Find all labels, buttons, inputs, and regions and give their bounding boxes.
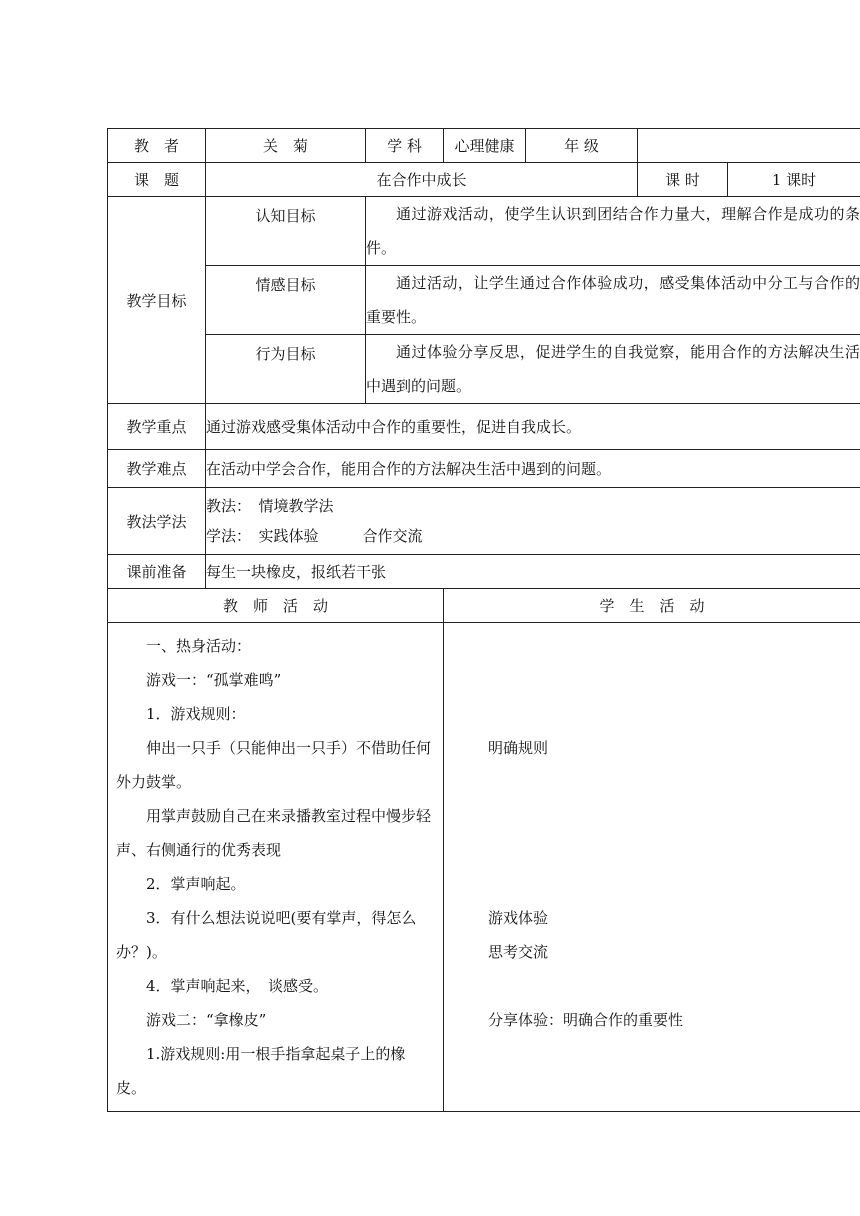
student-activity-cell [444, 623, 860, 1112]
teacher-line: 用掌声鼓励自己在来录播教室过程中慢步轻声、右侧通行的优秀表现 [116, 807, 432, 859]
header-row-2 [108, 163, 860, 197]
student-line [452, 663, 852, 697]
teaching-method: 教法： 情境教学法 [206, 497, 334, 515]
student-line [452, 1071, 852, 1105]
methods-row [108, 488, 860, 555]
student-line [452, 697, 852, 731]
student-line [452, 969, 852, 1003]
goal-text-behavior: 通过体验分享反思，促进学生的自我觉察，能用合作的方法解决生活中遇到的问题。 [366, 335, 860, 404]
teacher-activity-cell [108, 623, 444, 1112]
goal-text-cognitive: 通过游戏活动，使学生认识到团结合作力量大，理解合作是成功的条件。 [366, 197, 860, 266]
learning-method-row [206, 521, 860, 551]
subject-value: 心理健康 [444, 129, 526, 163]
student-line [452, 867, 852, 901]
grade-label: 年 级 [526, 129, 638, 163]
topic-value: 在合作中成长 [206, 163, 638, 197]
teacher-line: 2．掌声响起。 [146, 875, 246, 893]
learning-method-extra: 合作交流 [362, 527, 423, 545]
goals-label: 教学目标 [108, 197, 206, 404]
teacher-name: 关 菊 [206, 129, 366, 163]
header-row-1 [108, 129, 860, 163]
key-point-label: 教学重点 [108, 404, 206, 450]
teacher-line: 1.游戏规则:用一根手指拿起桌子上的橡皮。 [116, 1045, 406, 1097]
learning-method: 学法： 实践体验 [206, 527, 319, 545]
goal-name-cognitive: 认知目标 [206, 197, 366, 266]
teacher-line: 3．有什么想法说说吧(要有掌声，得怎么办？)。 [116, 909, 417, 961]
teacher-line: 4．掌声响起来， 谈感受。 [146, 977, 329, 995]
goal-text-emotional: 通过活动，让学生通过合作体验成功，感受集体活动中分工与合作的重要性。 [366, 266, 860, 335]
teacher-line: 游戏一：“孤掌难鸣” [146, 671, 282, 689]
difficulty-label: 教学难点 [108, 450, 206, 488]
period-label: 课 时 [638, 163, 728, 197]
teacher-line: 一、热身活动： [146, 637, 252, 655]
teacher-activity-header: 教 师 活 动 [108, 589, 444, 623]
methods-cell [206, 488, 860, 555]
difficulty-text: 在活动中学会合作，能用合作的方法解决生活中遇到的问题。 [206, 450, 860, 488]
difficulty-row [108, 450, 860, 488]
student-line: 明确规则 [488, 739, 549, 757]
prep-label: 课前准备 [108, 555, 206, 589]
student-line [452, 629, 852, 663]
prep-row [108, 555, 860, 589]
subject-label: 学 科 [366, 129, 444, 163]
goal-row-cognitive [108, 197, 860, 266]
student-activity-header: 学 生 活 动 [444, 589, 860, 623]
prep-text: 每生一块橡皮，报纸若干张 [206, 555, 860, 589]
goal-name-behavior: 行为目标 [206, 335, 366, 404]
teacher-line: 伸出一只手（只能伸出一只手）不借助任何外力鼓掌。 [116, 739, 432, 791]
teacher-line: 1．游戏规则： [146, 705, 246, 723]
activity-body-row [108, 623, 860, 1112]
period-value: 1 课时 [728, 163, 860, 197]
student-line [452, 833, 852, 867]
teacher-label: 教 者 [108, 129, 206, 163]
student-line: 游戏体验 [488, 909, 549, 927]
student-line [452, 799, 852, 833]
grade-value [638, 129, 860, 163]
key-point-text: 通过游戏感受集体活动中合作的重要性，促进自我成长。 [206, 404, 860, 450]
methods-label: 教法学法 [108, 488, 206, 555]
student-line [452, 765, 852, 799]
student-line: 思考交流 [488, 943, 549, 961]
teacher-line: 游戏二：“拿橡皮” [146, 1011, 267, 1029]
lesson-plan-table [107, 128, 860, 1112]
student-line: 分享体验：明确合作的重要性 [488, 1011, 684, 1029]
goal-row-behavior [108, 335, 860, 404]
activity-header-row [108, 589, 860, 623]
topic-label: 课 题 [108, 163, 206, 197]
student-line [452, 1037, 852, 1071]
goal-row-emotional [108, 266, 860, 335]
key-point-row [108, 404, 860, 450]
goal-name-emotional: 情感目标 [206, 266, 366, 335]
